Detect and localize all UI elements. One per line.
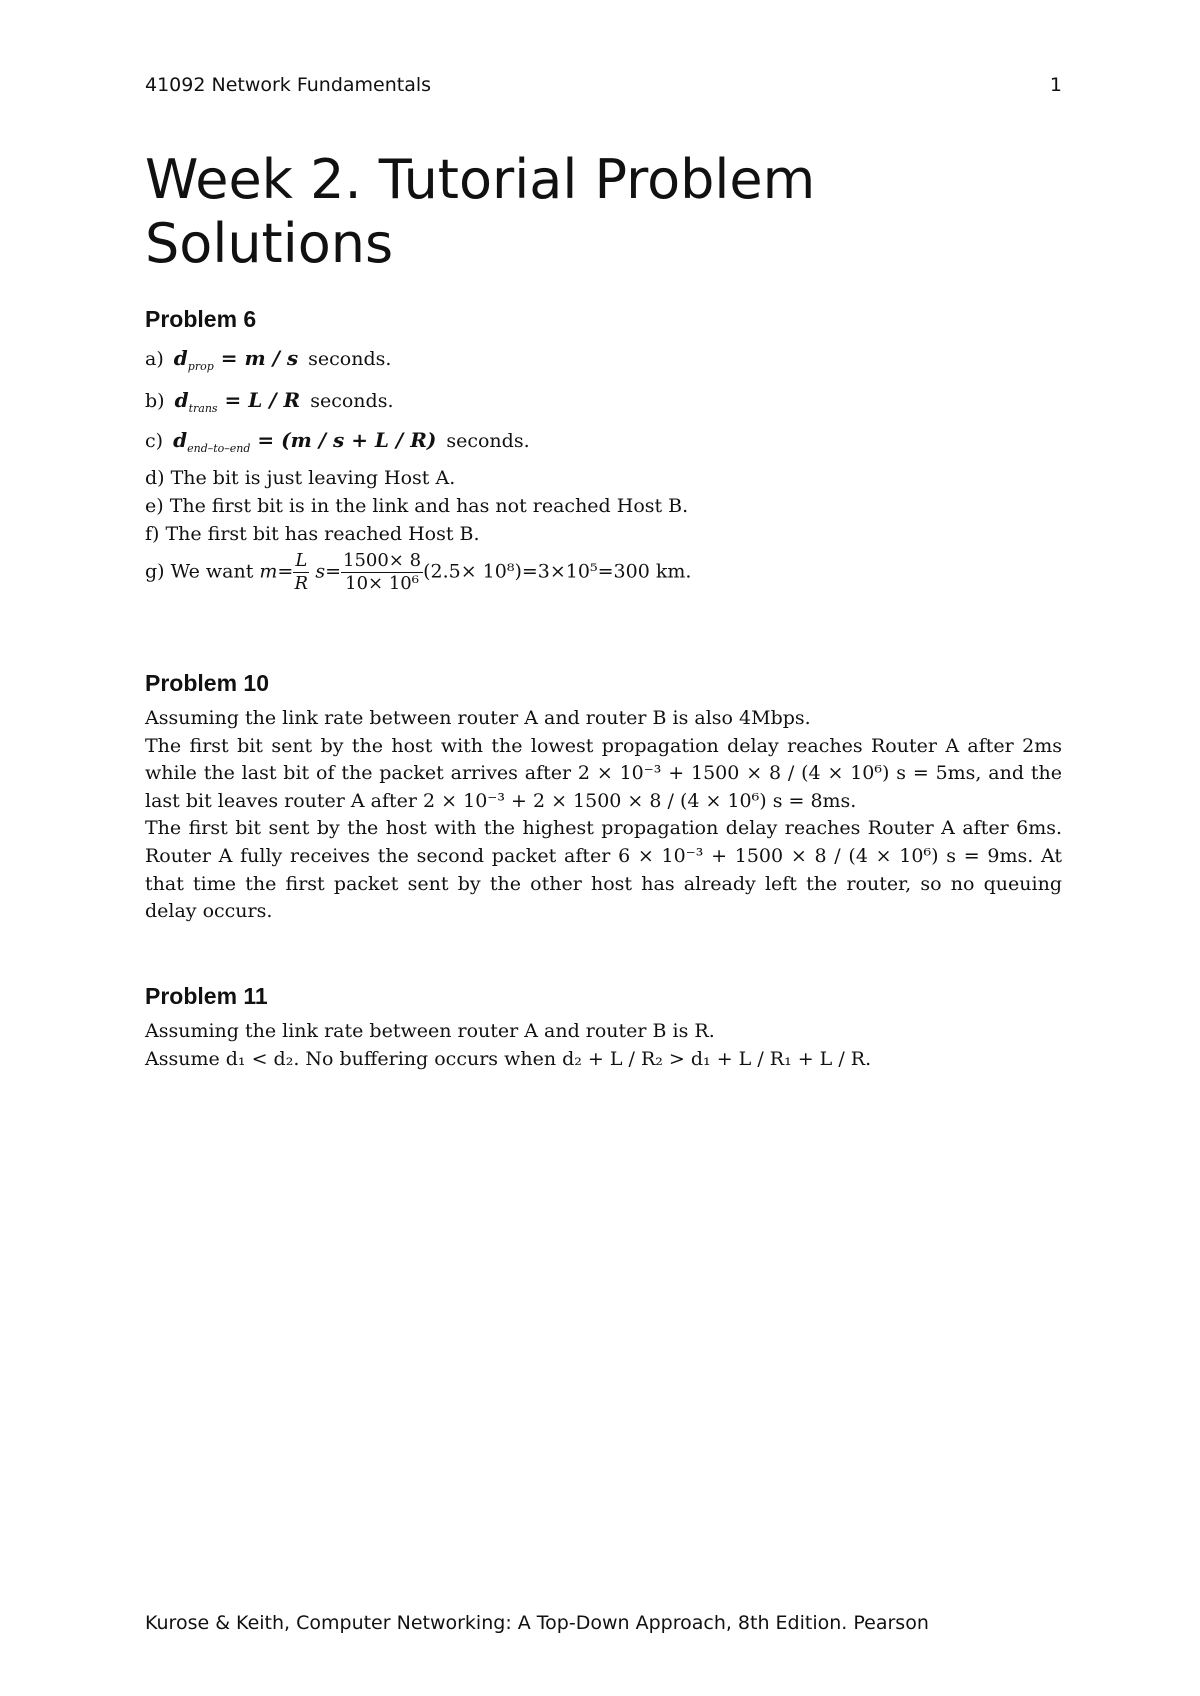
problem-11-line-2: Assume d₁ < d₂. No buffering occurs when d₂ + L / R₂ > d₁ + L / R₁ + L / R.	[145, 1048, 872, 1070]
page-header	[145, 74, 1062, 96]
problem-6-heading: Problem 6	[145, 306, 257, 332]
equation-d-trans: $d_{trans} = L / R$	[174, 388, 301, 415]
fraction-l-over-r: $\frac{L}{R}$	[294, 550, 309, 594]
problem-6-b: b) $d_{trans} = L / R$ seconds.	[145, 388, 394, 415]
problem-10-paragraph: The first bit sent by the host with the lowest propagation delay reaches Router A after 2ms while the last bit of the packet arrives after 2 × 10⁻³ + 1500 × 8 / (4 × 10⁶) s = 5ms, and the last bit leaves router A after 2 × 10⁻³ + 2 × 1500 × 8 / (4 × 10⁶) s = 8ms.	[145, 734, 1062, 812]
fraction-bits-over-rate: $\frac{1500\times 8}{\text{10× 10⁶}}$	[343, 550, 422, 594]
equation-d-prop: $d_{prop} = m / s$	[173, 346, 299, 373]
page-footer: Kurose & Keith, Computer Networking: A Top-Down Approach, 8th Edition. Pearson	[145, 1612, 929, 1634]
problem-10-heading: Problem 10	[145, 670, 269, 696]
document-title: Week 2. Tutorial Problem Solutions	[145, 148, 816, 275]
problem-6-d: d) The bit is just leaving Host A.	[145, 467, 456, 489]
problem-10-paragraph: Assuming the link rate between router A and router B is also 4Mbps.	[145, 707, 811, 729]
problem-6-f: f) The first bit has reached Host B.	[145, 523, 480, 545]
problem-10-body	[145, 705, 1062, 926]
problem-6-c: c) $d_{end-to-end} = (m / s + L / R)$ seconds.	[145, 428, 530, 455]
problem-6-e: e) The first bit is in the link and has not reached Host B.	[145, 495, 689, 517]
course-title: 41092 Network Fundamentals	[145, 74, 432, 96]
problem-10-paragraph: The first bit sent by the host with the highest propagation delay reaches Router A after 6ms. Router A fully receives the second packet after 6 × 10⁻³ + 1500 × 8 / (4 × 10⁶) s = 9ms. At that time the first packet sent by the other host has already left the router, so no queuing delay occurs.	[145, 817, 1062, 923]
problem-6-g: g) We want m= $\frac{L}{R}$ s= $\frac{1500\times 8}{\text{10× 10⁶}}$ (2.5× 10⁸)=3×10⁵=300 km.	[145, 550, 692, 594]
problem-6-a: a) $d_{prop} = m / s$ seconds.	[145, 346, 392, 373]
page-number: 1	[1049, 74, 1062, 96]
problem-11-heading: Problem 11	[145, 983, 268, 1009]
equation-d-end-to-end: $d_{end-to-end} = (m / s + L / R)$	[173, 428, 437, 455]
problem-11-line-1: Assuming the link rate between router A and router B is R.	[145, 1020, 715, 1042]
